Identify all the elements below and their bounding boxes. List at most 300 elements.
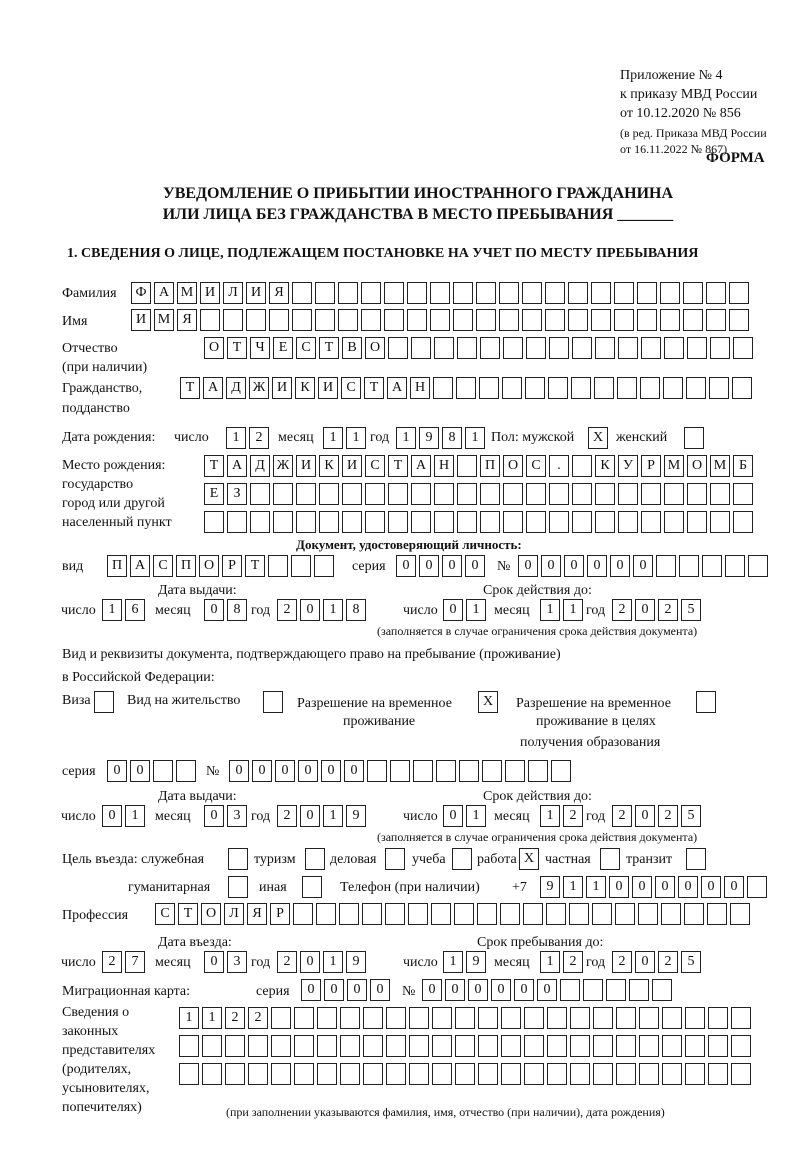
input-cell[interactable]: К [319, 455, 339, 477]
phone-cells[interactable] [540, 876, 770, 898]
surname-cells[interactable] [131, 282, 752, 304]
input-cell[interactable] [305, 848, 325, 870]
input-cell[interactable] [641, 483, 661, 505]
input-cell[interactable] [455, 1007, 475, 1029]
input-cell[interactable] [363, 1063, 383, 1085]
input-cell[interactable] [409, 1035, 429, 1057]
input-cell[interactable] [409, 1063, 429, 1085]
input-cell[interactable] [499, 309, 519, 331]
input-cell[interactable]: 0 [443, 599, 463, 621]
right-number-cells[interactable] [229, 760, 574, 782]
input-cell[interactable]: 1 [202, 1007, 222, 1029]
input-cell[interactable] [407, 282, 427, 304]
input-cell[interactable]: 1 [323, 951, 343, 973]
input-cell[interactable]: О [365, 337, 385, 359]
input-cell[interactable] [294, 1063, 314, 1085]
reps-row-2[interactable] [179, 1035, 754, 1057]
input-cell[interactable]: Р [641, 455, 661, 477]
reps-row-3[interactable] [179, 1063, 754, 1085]
input-cell[interactable] [706, 282, 726, 304]
input-cell[interactable] [614, 309, 634, 331]
input-cell[interactable] [687, 337, 707, 359]
input-cell[interactable] [338, 309, 358, 331]
entry-day[interactable] [102, 951, 148, 973]
input-cell[interactable] [316, 903, 336, 925]
input-cell[interactable]: О [199, 555, 219, 577]
input-cell[interactable]: 1 [323, 599, 343, 621]
input-cell[interactable]: 0 [587, 555, 607, 577]
input-cell[interactable]: 0 [632, 876, 652, 898]
input-cell[interactable] [652, 979, 672, 1001]
input-cell[interactable] [618, 337, 638, 359]
input-cell[interactable] [505, 760, 525, 782]
input-cell[interactable]: С [526, 455, 546, 477]
input-cell[interactable]: 0 [300, 599, 320, 621]
input-cell[interactable] [618, 483, 638, 505]
input-cell[interactable] [616, 1063, 636, 1085]
input-cell[interactable] [227, 511, 247, 533]
profession-cells[interactable] [155, 903, 753, 925]
input-cell[interactable] [271, 1007, 291, 1029]
input-cell[interactable] [342, 511, 362, 533]
input-cell[interactable] [568, 309, 588, 331]
input-cell[interactable] [436, 760, 456, 782]
input-cell[interactable]: 0 [229, 760, 249, 782]
input-cell[interactable]: 0 [491, 979, 511, 1001]
input-cell[interactable] [250, 511, 270, 533]
input-cell[interactable]: 1 [346, 427, 366, 449]
input-cell[interactable] [339, 903, 359, 925]
input-cell[interactable] [687, 483, 707, 505]
input-cell[interactable]: 0 [633, 555, 653, 577]
input-cell[interactable] [362, 903, 382, 925]
input-cell[interactable] [457, 455, 477, 477]
input-cell[interactable]: 1 [563, 876, 583, 898]
input-cell[interactable]: 2 [563, 951, 583, 973]
input-cell[interactable] [179, 1063, 199, 1085]
input-cell[interactable]: 0 [564, 555, 584, 577]
input-cell[interactable] [549, 483, 569, 505]
input-cell[interactable]: А [154, 282, 174, 304]
input-cell[interactable] [342, 483, 362, 505]
input-cell[interactable] [664, 511, 684, 533]
input-cell[interactable] [733, 337, 753, 359]
input-cell[interactable] [246, 309, 266, 331]
input-cell[interactable]: Я [269, 282, 289, 304]
input-cell[interactable] [361, 309, 381, 331]
id-issue-year[interactable] [277, 599, 369, 621]
input-cell[interactable]: Л [224, 903, 244, 925]
input-cell[interactable] [708, 1063, 728, 1085]
input-cell[interactable]: 1 [226, 427, 246, 449]
input-cell[interactable] [600, 848, 620, 870]
input-cell[interactable]: К [295, 377, 315, 399]
input-cell[interactable]: 1 [466, 805, 486, 827]
input-cell[interactable] [710, 483, 730, 505]
input-cell[interactable]: 0 [107, 760, 127, 782]
input-cell[interactable] [363, 1035, 383, 1057]
input-cell[interactable] [528, 760, 548, 782]
input-cell[interactable]: 9 [346, 805, 366, 827]
input-cell[interactable] [296, 483, 316, 505]
input-cell[interactable] [204, 511, 224, 533]
input-cell[interactable] [433, 377, 453, 399]
input-cell[interactable]: И [200, 282, 220, 304]
input-cell[interactable] [430, 282, 450, 304]
input-cell[interactable] [476, 282, 496, 304]
input-cell[interactable]: 2 [612, 805, 632, 827]
input-cell[interactable] [457, 337, 477, 359]
input-cell[interactable] [684, 427, 704, 449]
input-cell[interactable] [710, 337, 730, 359]
input-cell[interactable] [747, 876, 767, 898]
input-cell[interactable] [319, 511, 339, 533]
input-cell[interactable]: Ф [131, 282, 151, 304]
input-cell[interactable] [202, 1063, 222, 1085]
input-cell[interactable] [409, 1007, 429, 1029]
id-series-cells[interactable] [396, 555, 488, 577]
input-cell[interactable]: 0 [419, 555, 439, 577]
input-cell[interactable]: 0 [609, 876, 629, 898]
input-cell[interactable] [479, 377, 499, 399]
input-cell[interactable] [686, 848, 706, 870]
input-cell[interactable]: 0 [130, 760, 150, 782]
input-cell[interactable] [248, 1035, 268, 1057]
input-cell[interactable] [547, 1007, 567, 1029]
input-cell[interactable] [546, 903, 566, 925]
input-cell[interactable] [663, 377, 683, 399]
input-cell[interactable] [434, 483, 454, 505]
input-cell[interactable]: Е [204, 483, 224, 505]
birth-year-cells[interactable] [396, 427, 488, 449]
input-cell[interactable]: 2 [563, 805, 583, 827]
input-cell[interactable] [176, 760, 196, 782]
input-cell[interactable] [502, 377, 522, 399]
right-issue-day[interactable] [102, 805, 148, 827]
purpose-study-checkbox[interactable] [452, 848, 475, 870]
input-cell[interactable]: 0 [300, 805, 320, 827]
input-cell[interactable] [273, 483, 293, 505]
input-cell[interactable] [317, 1035, 337, 1057]
purpose-work-checkbox[interactable] [519, 848, 542, 870]
input-cell[interactable]: Д [250, 455, 270, 477]
input-cell[interactable]: Т [227, 337, 247, 359]
input-cell[interactable] [725, 555, 745, 577]
input-cell[interactable] [411, 483, 431, 505]
input-cell[interactable]: О [503, 455, 523, 477]
right-issue-year[interactable] [277, 805, 369, 827]
input-cell[interactable] [296, 511, 316, 533]
input-cell[interactable] [547, 1035, 567, 1057]
input-cell[interactable] [432, 1063, 452, 1085]
input-cell[interactable] [524, 1063, 544, 1085]
input-cell[interactable]: 1 [125, 805, 145, 827]
input-cell[interactable]: 3 [227, 805, 247, 827]
input-cell[interactable]: 2 [102, 951, 122, 973]
input-cell[interactable] [591, 309, 611, 331]
input-cell[interactable] [223, 309, 243, 331]
input-cell[interactable]: 1 [323, 427, 343, 449]
input-cell[interactable] [431, 903, 451, 925]
input-cell[interactable]: 0 [370, 979, 390, 1001]
input-cell[interactable] [545, 282, 565, 304]
input-cell[interactable] [595, 337, 615, 359]
input-cell[interactable] [732, 377, 752, 399]
input-cell[interactable] [591, 282, 611, 304]
input-cell[interactable] [499, 282, 519, 304]
input-cell[interactable]: 1 [465, 427, 485, 449]
input-cell[interactable] [268, 555, 288, 577]
input-cell[interactable]: 0 [324, 979, 344, 1001]
input-cell[interactable]: 0 [635, 599, 655, 621]
input-cell[interactable]: М [154, 309, 174, 331]
input-cell[interactable]: 0 [301, 979, 321, 1001]
input-cell[interactable] [434, 511, 454, 533]
input-cell[interactable] [662, 1035, 682, 1057]
input-cell[interactable] [386, 1063, 406, 1085]
input-cell[interactable]: 0 [655, 876, 675, 898]
input-cell[interactable] [629, 979, 649, 1001]
input-cell[interactable] [453, 309, 473, 331]
input-cell[interactable]: 1 [396, 427, 416, 449]
input-cell[interactable] [571, 377, 591, 399]
input-cell[interactable]: А [411, 455, 431, 477]
input-cell[interactable]: И [246, 282, 266, 304]
input-cell[interactable]: 5 [681, 951, 701, 973]
input-cell[interactable]: 1 [102, 599, 122, 621]
input-cell[interactable]: 1 [179, 1007, 199, 1029]
input-cell[interactable]: И [131, 309, 151, 331]
input-cell[interactable] [478, 1035, 498, 1057]
input-cell[interactable] [385, 848, 405, 870]
input-cell[interactable] [459, 760, 479, 782]
input-cell[interactable] [702, 555, 722, 577]
input-cell[interactable]: И [318, 377, 338, 399]
input-cell[interactable] [595, 511, 615, 533]
input-cell[interactable]: С [365, 455, 385, 477]
id-valid-day[interactable] [443, 599, 489, 621]
input-cell[interactable]: Д [226, 377, 246, 399]
input-cell[interactable] [292, 309, 312, 331]
patronymic-cells[interactable] [204, 337, 756, 359]
input-cell[interactable] [315, 282, 335, 304]
input-cell[interactable] [302, 876, 322, 898]
input-cell[interactable] [386, 1007, 406, 1029]
input-cell[interactable] [640, 377, 660, 399]
input-cell[interactable] [340, 1007, 360, 1029]
input-cell[interactable]: 1 [540, 951, 560, 973]
input-cell[interactable] [748, 555, 768, 577]
input-cell[interactable]: Н [410, 377, 430, 399]
purpose-business-checkbox[interactable] [385, 848, 408, 870]
birth-day-cells[interactable] [226, 427, 272, 449]
input-cell[interactable] [365, 511, 385, 533]
input-cell[interactable] [545, 309, 565, 331]
input-cell[interactable] [685, 1035, 705, 1057]
input-cell[interactable]: 1 [540, 599, 560, 621]
input-cell[interactable]: 9 [540, 876, 560, 898]
input-cell[interactable] [547, 1063, 567, 1085]
input-cell[interactable]: 0 [635, 951, 655, 973]
input-cell[interactable] [592, 903, 612, 925]
input-cell[interactable] [522, 282, 542, 304]
input-cell[interactable] [679, 555, 699, 577]
input-cell[interactable] [660, 309, 680, 331]
input-cell[interactable] [413, 760, 433, 782]
input-cell[interactable]: П [176, 555, 196, 577]
input-cell[interactable] [710, 511, 730, 533]
entry-month[interactable] [204, 951, 250, 973]
input-cell[interactable] [457, 511, 477, 533]
input-cell[interactable]: А [130, 555, 150, 577]
input-cell[interactable] [616, 1007, 636, 1029]
purpose-transit-checkbox[interactable] [686, 848, 709, 870]
input-cell[interactable] [637, 309, 657, 331]
input-cell[interactable] [639, 1063, 659, 1085]
input-cell[interactable]: З [227, 483, 247, 505]
input-cell[interactable]: 0 [445, 979, 465, 1001]
input-cell[interactable]: 0 [678, 876, 698, 898]
input-cell[interactable]: 1 [540, 805, 560, 827]
input-cell[interactable]: 0 [300, 951, 320, 973]
input-cell[interactable] [639, 1035, 659, 1057]
input-cell[interactable] [432, 1007, 452, 1029]
input-cell[interactable] [411, 511, 431, 533]
input-cell[interactable]: 0 [724, 876, 744, 898]
input-cell[interactable]: Т [388, 455, 408, 477]
input-cell[interactable] [434, 337, 454, 359]
input-cell[interactable] [338, 282, 358, 304]
input-cell[interactable] [478, 1007, 498, 1029]
input-cell[interactable] [453, 282, 473, 304]
input-cell[interactable] [551, 760, 571, 782]
input-cell[interactable] [263, 691, 283, 713]
input-cell[interactable]: 2 [612, 599, 632, 621]
input-cell[interactable] [594, 377, 614, 399]
input-cell[interactable]: 0 [635, 805, 655, 827]
input-cell[interactable]: 0 [275, 760, 295, 782]
input-cell[interactable] [696, 691, 716, 713]
input-cell[interactable]: Ж [273, 455, 293, 477]
input-cell[interactable] [314, 555, 334, 577]
input-cell[interactable] [384, 282, 404, 304]
input-cell[interactable]: 0 [514, 979, 534, 1001]
input-cell[interactable] [525, 377, 545, 399]
input-cell[interactable]: 2 [277, 951, 297, 973]
input-cell[interactable]: 9 [466, 951, 486, 973]
input-cell[interactable] [390, 760, 410, 782]
input-cell[interactable] [500, 903, 520, 925]
input-cell[interactable]: Я [247, 903, 267, 925]
input-cell[interactable]: X [588, 427, 608, 449]
input-cell[interactable] [430, 309, 450, 331]
input-cell[interactable] [684, 903, 704, 925]
input-cell[interactable]: 2 [225, 1007, 245, 1029]
birthplace-row-2[interactable] [204, 483, 756, 505]
input-cell[interactable]: 5 [681, 599, 701, 621]
input-cell[interactable]: Н [434, 455, 454, 477]
id-valid-month[interactable] [540, 599, 586, 621]
input-cell[interactable]: Т [364, 377, 384, 399]
input-cell[interactable]: 7 [125, 951, 145, 973]
input-cell[interactable] [664, 337, 684, 359]
input-cell[interactable]: 2 [248, 1007, 268, 1029]
input-cell[interactable] [291, 555, 311, 577]
input-cell[interactable] [480, 511, 500, 533]
input-cell[interactable] [731, 1035, 751, 1057]
input-cell[interactable] [615, 903, 635, 925]
input-cell[interactable] [480, 337, 500, 359]
input-cell[interactable]: 0 [204, 599, 224, 621]
migration-series-cells[interactable] [301, 979, 393, 1001]
stay-day[interactable] [443, 951, 489, 973]
citizenship-cells[interactable] [180, 377, 755, 399]
input-cell[interactable] [271, 1063, 291, 1085]
input-cell[interactable] [526, 511, 546, 533]
input-cell[interactable]: 0 [204, 951, 224, 973]
input-cell[interactable] [685, 1063, 705, 1085]
input-cell[interactable] [269, 309, 289, 331]
input-cell[interactable] [273, 511, 293, 533]
stay-month[interactable] [540, 951, 586, 973]
input-cell[interactable] [617, 377, 637, 399]
input-cell[interactable]: А [387, 377, 407, 399]
input-cell[interactable] [522, 309, 542, 331]
input-cell[interactable] [683, 309, 703, 331]
input-cell[interactable] [662, 1007, 682, 1029]
input-cell[interactable] [593, 1035, 613, 1057]
input-cell[interactable] [548, 377, 568, 399]
input-cell[interactable] [456, 377, 476, 399]
input-cell[interactable]: У [618, 455, 638, 477]
input-cell[interactable] [407, 309, 427, 331]
input-cell[interactable] [572, 455, 592, 477]
input-cell[interactable]: О [201, 903, 221, 925]
input-cell[interactable] [315, 309, 335, 331]
purpose-other-checkbox[interactable] [302, 876, 325, 898]
input-cell[interactable] [524, 1007, 544, 1029]
input-cell[interactable]: 0 [396, 555, 416, 577]
input-cell[interactable] [503, 511, 523, 533]
input-cell[interactable] [228, 876, 248, 898]
input-cell[interactable] [572, 483, 592, 505]
right-issue-month[interactable] [204, 805, 250, 827]
reps-row-1[interactable] [179, 1007, 754, 1029]
input-cell[interactable] [476, 309, 496, 331]
input-cell[interactable] [641, 511, 661, 533]
name-cells[interactable] [131, 309, 752, 331]
input-cell[interactable] [480, 483, 500, 505]
input-cell[interactable] [452, 848, 472, 870]
id-number-cells[interactable] [518, 555, 771, 577]
input-cell[interactable] [616, 1035, 636, 1057]
input-cell[interactable] [363, 1007, 383, 1029]
input-cell[interactable]: Ж [249, 377, 269, 399]
input-cell[interactable]: С [153, 555, 173, 577]
birthplace-row-3[interactable] [204, 511, 756, 533]
input-cell[interactable]: П [107, 555, 127, 577]
input-cell[interactable]: 0 [468, 979, 488, 1001]
input-cell[interactable]: 0 [102, 805, 122, 827]
male-checkbox[interactable] [588, 427, 611, 449]
input-cell[interactable] [570, 1007, 590, 1029]
input-cell[interactable] [317, 1063, 337, 1085]
input-cell[interactable] [501, 1063, 521, 1085]
purpose-service-checkbox[interactable] [228, 848, 251, 870]
right-valid-day[interactable] [443, 805, 489, 827]
input-cell[interactable] [153, 760, 173, 782]
input-cell[interactable] [319, 483, 339, 505]
